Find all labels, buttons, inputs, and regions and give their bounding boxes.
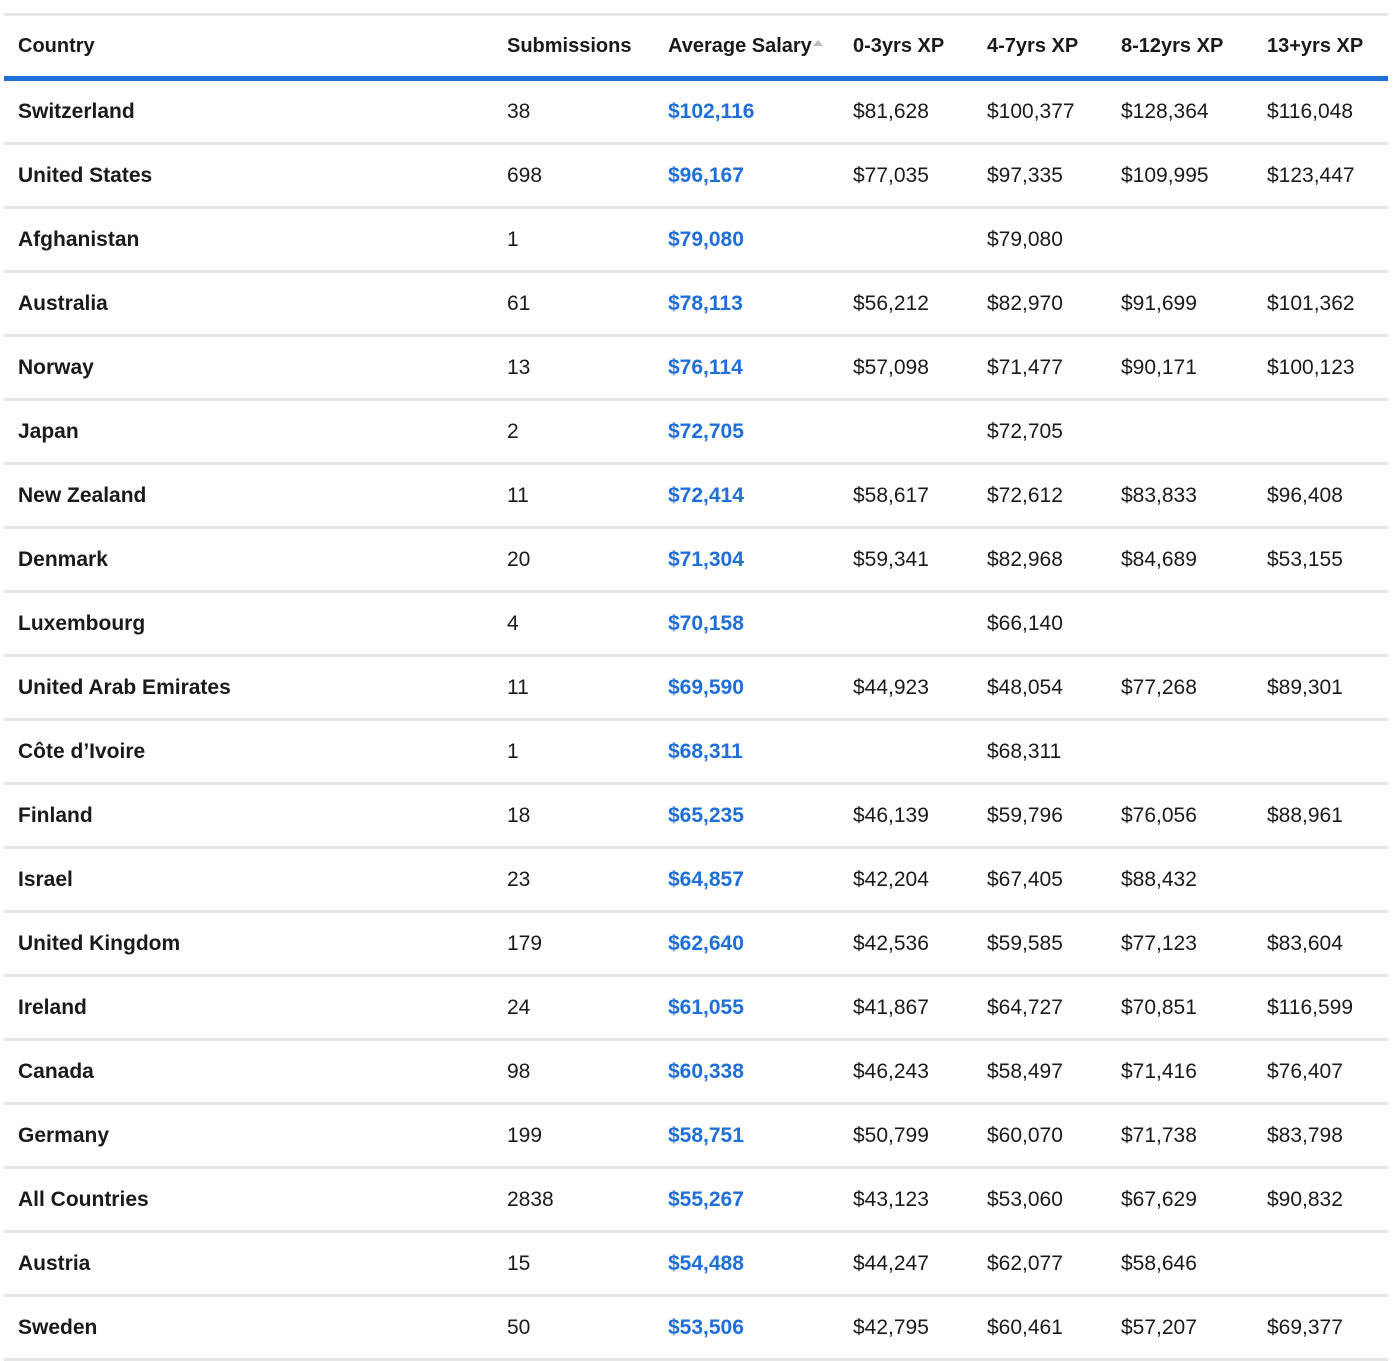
cell-xp-13-plus: $90,832 (1253, 1168, 1388, 1232)
header-row (4, 16, 1388, 79)
cell-submissions: 2 (493, 400, 654, 464)
cell-average-salary: $71,304 (654, 528, 839, 592)
cell-country: Canada (4, 1040, 493, 1104)
cell-average-salary: $65,235 (654, 784, 839, 848)
cell-xp-13-plus (1253, 848, 1388, 912)
cell-xp-4-7: $71,477 (973, 336, 1107, 400)
cell-country: Norway (4, 336, 493, 400)
cell-xp-4-7: $62,077 (973, 1232, 1107, 1296)
cell-xp-13-plus: $83,604 (1253, 912, 1388, 976)
cell-xp-8-12: $58,646 (1107, 1232, 1253, 1296)
cell-submissions: 199 (493, 1104, 654, 1168)
cell-xp-13-plus (1253, 592, 1388, 656)
cell-submissions: 18 (493, 784, 654, 848)
cell-country: Japan (4, 400, 493, 464)
cell-xp-8-12: $70,851 (1107, 976, 1253, 1040)
cell-xp-4-7: $60,070 (973, 1104, 1107, 1168)
cell-xp-4-7: $82,968 (973, 528, 1107, 592)
header-xp-0-3[interactable]: 0-3yrs XP (839, 16, 973, 79)
cell-country: United States (4, 144, 493, 208)
header-xp-4-7[interactable]: 4-7yrs XP (973, 16, 1107, 79)
cell-xp-0-3: $43,123 (839, 1168, 973, 1232)
cell-xp-13-plus: $69,377 (1253, 1296, 1388, 1360)
cell-submissions: 23 (493, 848, 654, 912)
cell-country: Denmark (4, 528, 493, 592)
table-row (4, 656, 1388, 720)
cell-xp-13-plus: $101,362 (1253, 272, 1388, 336)
cell-xp-4-7: $58,497 (973, 1040, 1107, 1104)
cell-country: Afghanistan (4, 208, 493, 272)
cell-average-salary: $72,705 (654, 400, 839, 464)
cell-xp-13-plus: $116,599 (1253, 976, 1388, 1040)
cell-xp-8-12: $88,432 (1107, 848, 1253, 912)
cell-xp-0-3: $41,867 (839, 976, 973, 1040)
cell-country: Ireland (4, 976, 493, 1040)
cell-xp-0-3 (839, 720, 973, 784)
table-row (4, 336, 1388, 400)
cell-xp-8-12: $128,364 (1107, 79, 1253, 144)
header-xp-13-plus[interactable]: 13+yrs XP (1253, 16, 1388, 79)
table-row (4, 720, 1388, 784)
cell-xp-13-plus: $76,407 (1253, 1040, 1388, 1104)
cell-xp-4-7: $97,335 (973, 144, 1107, 208)
cell-xp-0-3: $77,035 (839, 144, 973, 208)
table-row (4, 1040, 1388, 1104)
cell-average-salary: $54,488 (654, 1232, 839, 1296)
cell-submissions: 698 (493, 144, 654, 208)
cell-xp-4-7: $66,140 (973, 592, 1107, 656)
cell-xp-13-plus (1253, 720, 1388, 784)
cell-submissions: 98 (493, 1040, 654, 1104)
cell-xp-0-3: $81,628 (839, 79, 973, 144)
cell-xp-8-12 (1107, 400, 1253, 464)
cell-xp-0-3 (839, 208, 973, 272)
cell-xp-0-3: $46,243 (839, 1040, 973, 1104)
cell-submissions: 11 (493, 656, 654, 720)
cell-xp-8-12 (1107, 592, 1253, 656)
cell-xp-4-7: $79,080 (973, 208, 1107, 272)
cell-xp-0-3: $42,204 (839, 848, 973, 912)
cell-xp-4-7: $72,612 (973, 464, 1107, 528)
cell-country: United Arab Emirates (4, 656, 493, 720)
cell-xp-0-3 (839, 400, 973, 464)
cell-submissions: 61 (493, 272, 654, 336)
cell-average-salary: $70,158 (654, 592, 839, 656)
table-row (4, 79, 1388, 144)
cell-average-salary: $76,114 (654, 336, 839, 400)
cell-xp-0-3: $59,341 (839, 528, 973, 592)
cell-average-salary: $102,116 (654, 79, 839, 144)
cell-submissions: 38 (493, 79, 654, 144)
cell-submissions: 2838 (493, 1168, 654, 1232)
cell-xp-8-12: $84,689 (1107, 528, 1253, 592)
cell-submissions: 11 (493, 464, 654, 528)
cell-submissions: 179 (493, 912, 654, 976)
cell-country: Sweden (4, 1296, 493, 1360)
table-header (4, 16, 1388, 79)
cell-country: Finland (4, 784, 493, 848)
cell-xp-13-plus: $83,798 (1253, 1104, 1388, 1168)
cell-xp-13-plus: $53,155 (1253, 528, 1388, 592)
cell-average-salary: $68,311 (654, 720, 839, 784)
cell-xp-0-3: $42,795 (839, 1296, 973, 1360)
cell-xp-4-7: $60,461 (973, 1296, 1107, 1360)
cell-xp-0-3: $56,212 (839, 272, 973, 336)
cell-submissions: 20 (493, 528, 654, 592)
cell-average-salary: $53,506 (654, 1296, 839, 1360)
cell-xp-8-12: $57,207 (1107, 1296, 1253, 1360)
cell-xp-4-7: $67,405 (973, 848, 1107, 912)
header-country[interactable]: Country (4, 16, 493, 79)
cell-xp-8-12: $76,056 (1107, 784, 1253, 848)
cell-average-salary: $79,080 (654, 208, 839, 272)
cell-xp-4-7: $53,060 (973, 1168, 1107, 1232)
cell-average-salary: $60,338 (654, 1040, 839, 1104)
cell-country: New Zealand (4, 464, 493, 528)
table-row (4, 208, 1388, 272)
table-row (4, 912, 1388, 976)
cell-country: All Countries (4, 1168, 493, 1232)
cell-xp-13-plus: $89,301 (1253, 656, 1388, 720)
table-row (4, 1168, 1388, 1232)
cell-average-salary: $96,167 (654, 144, 839, 208)
sort-ascending-icon (813, 40, 823, 46)
cell-country: Israel (4, 848, 493, 912)
cell-country: United Kingdom (4, 912, 493, 976)
cell-xp-0-3: $50,799 (839, 1104, 973, 1168)
cell-xp-4-7: $48,054 (973, 656, 1107, 720)
cell-country: Austria (4, 1232, 493, 1296)
cell-xp-13-plus (1253, 208, 1388, 272)
header-submissions[interactable]: Submissions (493, 16, 654, 79)
table-row (4, 528, 1388, 592)
cell-submissions: 50 (493, 1296, 654, 1360)
cell-xp-8-12: $109,995 (1107, 144, 1253, 208)
cell-country: Switzerland (4, 79, 493, 144)
table-row (4, 144, 1388, 208)
table-row (4, 1104, 1388, 1168)
cell-xp-8-12: $71,738 (1107, 1104, 1253, 1168)
cell-xp-13-plus: $123,447 (1253, 144, 1388, 208)
cell-xp-0-3: $58,617 (839, 464, 973, 528)
cell-country: Luxembourg (4, 592, 493, 656)
table-row (4, 464, 1388, 528)
cell-xp-8-12: $77,268 (1107, 656, 1253, 720)
cell-xp-8-12 (1107, 720, 1253, 784)
cell-xp-4-7: $82,970 (973, 272, 1107, 336)
cell-xp-4-7: $59,796 (973, 784, 1107, 848)
cell-submissions: 1 (493, 720, 654, 784)
cell-submissions: 15 (493, 1232, 654, 1296)
cell-average-salary: $61,055 (654, 976, 839, 1040)
table-row (4, 976, 1388, 1040)
cell-submissions: 13 (493, 336, 654, 400)
cell-xp-13-plus: $100,123 (1253, 336, 1388, 400)
cell-submissions: 24 (493, 976, 654, 1040)
header-average-salary-label: Average Salary (668, 34, 812, 57)
cell-submissions: 4 (493, 592, 654, 656)
cell-average-salary: $64,857 (654, 848, 839, 912)
table-row (4, 784, 1388, 848)
cell-xp-4-7: $68,311 (973, 720, 1107, 784)
cell-average-salary: $55,267 (654, 1168, 839, 1232)
salary-table (4, 16, 1388, 1361)
cell-average-salary: $69,590 (654, 656, 839, 720)
cell-xp-0-3: $57,098 (839, 336, 973, 400)
cell-country: Côte d’Ivoire (4, 720, 493, 784)
cell-xp-13-plus: $96,408 (1253, 464, 1388, 528)
cell-average-salary: $78,113 (654, 272, 839, 336)
cell-xp-0-3: $46,139 (839, 784, 973, 848)
table-row (4, 272, 1388, 336)
cell-country: Germany (4, 1104, 493, 1168)
table-row (4, 1296, 1388, 1360)
cell-average-salary: $62,640 (654, 912, 839, 976)
cell-xp-0-3: $44,923 (839, 656, 973, 720)
cell-xp-8-12: $83,833 (1107, 464, 1253, 528)
table-row (4, 1232, 1388, 1296)
cell-xp-0-3 (839, 592, 973, 656)
cell-xp-8-12 (1107, 208, 1253, 272)
cell-xp-8-12: $77,123 (1107, 912, 1253, 976)
cell-xp-8-12: $91,699 (1107, 272, 1253, 336)
table-row (4, 848, 1388, 912)
cell-average-salary: $72,414 (654, 464, 839, 528)
cell-submissions: 1 (493, 208, 654, 272)
cell-xp-4-7: $64,727 (973, 976, 1107, 1040)
cell-xp-4-7: $59,585 (973, 912, 1107, 976)
table-row (4, 400, 1388, 464)
cell-xp-0-3: $44,247 (839, 1232, 973, 1296)
cell-xp-8-12: $90,171 (1107, 336, 1253, 400)
cell-xp-13-plus (1253, 1232, 1388, 1296)
cell-xp-13-plus: $88,961 (1253, 784, 1388, 848)
cell-xp-0-3: $42,536 (839, 912, 973, 976)
cell-country: Australia (4, 272, 493, 336)
header-average-salary[interactable] (654, 16, 839, 79)
header-xp-8-12[interactable]: 8-12yrs XP (1107, 16, 1253, 79)
cell-average-salary: $58,751 (654, 1104, 839, 1168)
cell-xp-8-12: $67,629 (1107, 1168, 1253, 1232)
table-body (4, 79, 1388, 1360)
cell-xp-13-plus: $116,048 (1253, 79, 1388, 144)
cell-xp-13-plus (1253, 400, 1388, 464)
cell-xp-8-12: $71,416 (1107, 1040, 1253, 1104)
table-row (4, 592, 1388, 656)
cell-xp-4-7: $72,705 (973, 400, 1107, 464)
cell-xp-4-7: $100,377 (973, 79, 1107, 144)
